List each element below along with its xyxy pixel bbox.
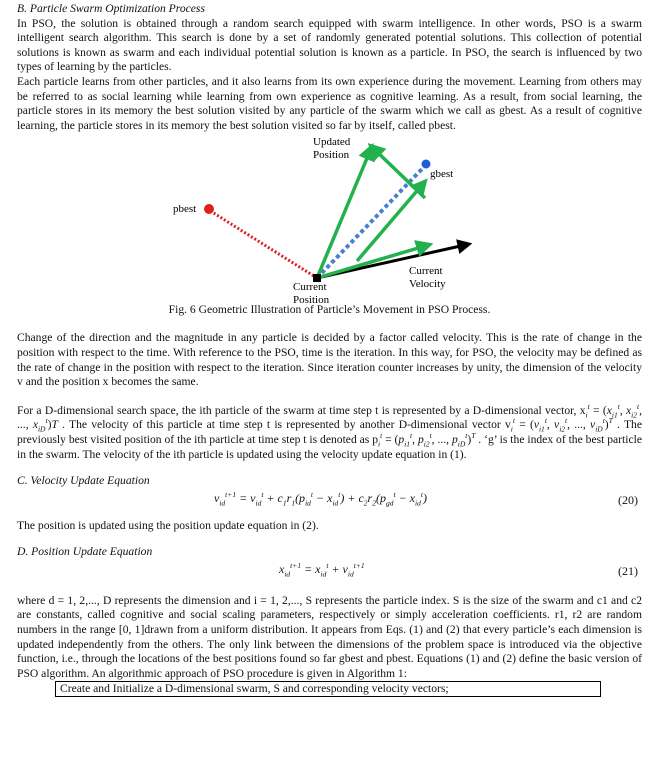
position-equation: $x_{id}^{t+1} = x_{id}^t + v_{id}^{t+1}$ [279,560,365,579]
pso-figure [17,133,642,303]
label-updated-1: Updated [313,136,351,149]
section-b-heading: B. Particle Swarm Optimization Process [17,2,205,15]
position-equation-row [17,560,642,582]
pbest-point [204,204,214,214]
section-b-paragraph-1: In PSO, the solution is obtained through a random search equipped with swarm intelligence. In other words, PSO is a swarm intelligent search algorithm. This search is done by a set of randomly generated potential solutions. This collection of potential solutions is known as swarm and each individual potential solution is known as a particle. In PSO, the search is influenced by two types of learning by the particles. [17,16,642,74]
velocity-equation-row [17,489,642,511]
paragraph-dimension: For a D-dimensional search space, the ith particle of the swarm at time step t is represented by a D-dimensional vector, $x_i^t = (x_{i1}^t$, $x_{i2}^t$, ..., $x_{iD}^t)T$ . The velocity of this particle at time step t is represented by another D-dimensional vector $v_i^t = (v_{i1}^t$, $v_{i2}^t$, ..., $v_{iD}^t)^T$ . The previously best visited position of the ith particle at time step t is denoted as $p_i^t = (p_{i1}^t$, $p_{i2}^t$, ..., $p_{iD}^t)^T$ . ‘g’ is the index of the best particle in the swarm. The velocity of the ith particle is updated using the velocity update equation in (1). [17,401,643,461]
label-position-2: Position [293,294,330,304]
algorithm-line-1: Create and Initialize a D-dimensional swarm, S and corresponding velocity vectors; [55,681,601,697]
label-pbest: pbest [173,203,197,216]
pso-diagram [17,133,642,303]
paragraph-velocity: Change of the direction and the magnitude in any particle is decided by a factor called velocity. This is the rate of change in the position with respect to the time. With reference to the PSO, time is the iteration. In this way, for PSO, the velocity may be defined as the rate of change in the position with respect to the iteration. Since iteration counter increases by unity, the dimension of the velocity v and the position x becomes the same. [17,331,642,389]
velocity-equation: $v_{id}^{t+1} = v_{id}^t + c_1r_1(p_{id}^t - x_{id}^t) + c_2r_2(p_{gd}^t - x_{id}^t)$ [214,489,427,508]
paragraph-final: where d = 1, 2,..., D represents the dimension and i = 1, 2,..., S represents the particle index. S is the size of the swarm and c1 and c2 are constants, called cognitive and social scaling parameters, respectively or simply acceleration coefficients. r1, r2 are random numbers in the range [0, 1]drawn from a uniform distribution. It appears from Eqs. (1) and (2) that every particle’s each dimension is updated independently from the others. The only link between the dimensions of the problem space is introduced via the objective function, i.e., through the locations of the best positions found so far gbest and pbest. Equations (1) and (2) define the basic version of PSO algorithm. An algorithmic approach of PSO procedure is given in Algorithm 1: [17,593,642,680]
label-gbest: gbest [430,168,454,181]
label-updated-2: Position [313,149,350,162]
green-arrow-3 [317,151,370,278]
section-c-heading: C. Velocity Update Equation [17,474,150,488]
section-d-heading: D. Position Update Equation [17,545,153,559]
pbest-arrow [212,212,317,278]
label-position-1: Current [293,281,327,294]
paragraph-position: The position is updated using the position update equation in (2). [17,518,319,532]
paper-page [17,2,642,697]
figure-caption: Fig. 6 Geometric Illustration of Particle’s Movement in PSO Process. [168,303,491,317]
equation-number-20: (20) [618,492,638,507]
equation-number-21: (21) [618,563,638,578]
label-velocity-1: Current [409,265,443,278]
label-velocity-2: Velocity [409,278,446,291]
section-b-paragraph-2: Each particle learns from other particles, and it also learns from its own experience during the movement. Learning from others may be referred to as social learning while learning from own experience as cognitive learning. As a result, from social learning, the particle stores in its memory the best solution visited by any particle of the swarm which we call as gbest. As a result of cognitive learning, the particle stores in its memory the best solution visited so far by itself, called pbest. [17,74,642,132]
